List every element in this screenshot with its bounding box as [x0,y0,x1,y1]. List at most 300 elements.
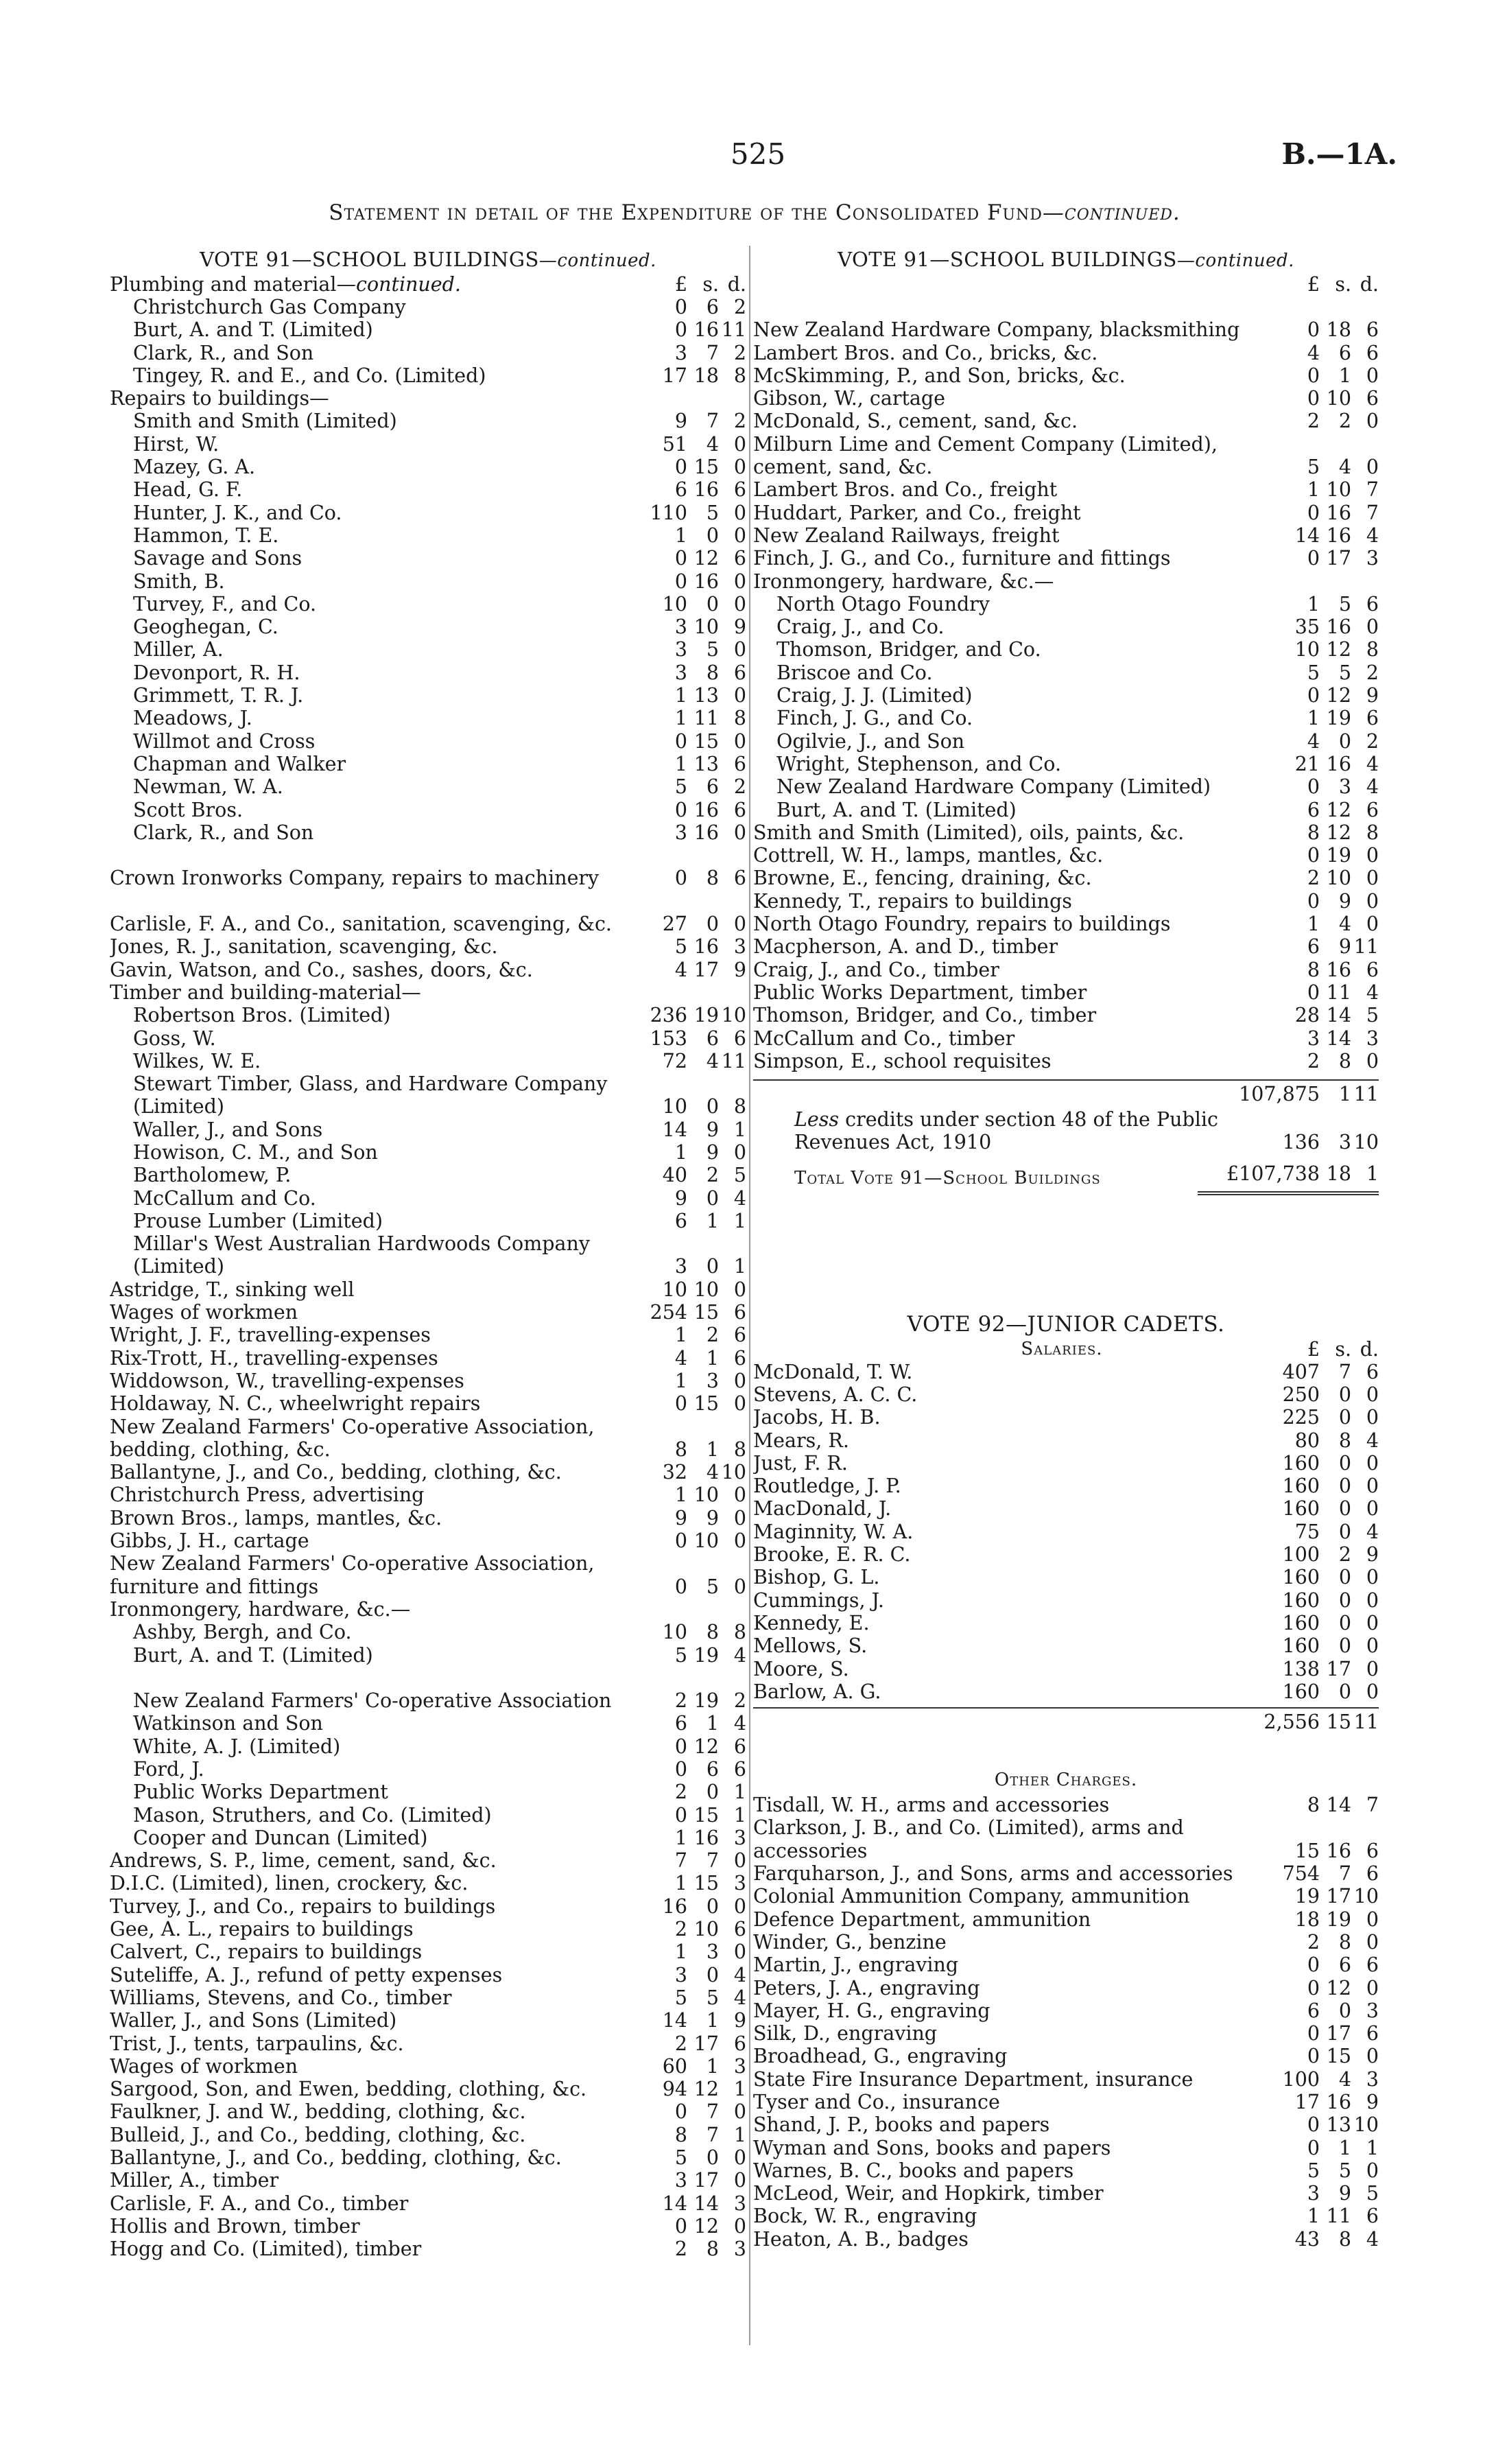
entry-amount [628,1895,746,1918]
entry-name: Ironmongery, hardware, &c.— [110,1597,411,1621]
entry-amount [1261,707,1379,729]
pounds-value: 1 [674,1324,687,1347]
table-row [110,890,746,936]
shillings-value: 16 [1326,615,1351,639]
table-row [753,684,1379,707]
entry-amount [628,1141,746,1164]
pence-value: 8 [733,707,746,730]
pence-value: 1 [733,1209,746,1232]
pence-value: 6 [1366,1862,1379,1886]
entry-amount [1261,1521,1379,1543]
table-row [110,593,746,615]
total-pence: 1 [1366,1162,1379,1185]
right-head-spacer [753,273,1261,296]
table-row [110,2078,746,2100]
pounds-value: 160 [1282,1680,1320,1703]
entry-name: New Zealand Farmers' Co-operative Association, bedding, clothing, &c. [110,1415,595,1461]
entry-name: McCallum and Co., timber [753,1026,1015,1050]
entry-name: Mears, R. [753,1429,849,1452]
pence-value: 10 [1353,1885,1379,1908]
entry-amount [1261,2159,1379,2182]
table-row [110,1232,746,1278]
pence-value: 0 [733,1369,746,1392]
entry-name: Cottrell, W. H., lamps, mantles, &c. [753,844,1104,867]
pence-value: 6 [733,752,746,775]
shillings-value: 0 [706,1255,719,1278]
entry-amount [628,2146,746,2169]
entry-name: Tyser and Co., insurance [753,2091,1000,2113]
pounds-value: 14 [662,2192,687,2215]
pounds-value: 0 [674,1803,687,1827]
pounds-value: 14 [1294,524,1320,547]
shillings-value: 9 [706,1506,719,1529]
less-credits-row [753,1108,1379,1154]
entry-name: Heaton, A. B., badges [753,2227,969,2251]
pence-value: 4 [733,1643,746,1667]
entry-name: Millar's West Australian Hardwoods Company (Limited) [133,1232,590,1278]
table-row [753,661,1379,684]
table-row [753,1908,1379,1931]
entry-amount [1261,638,1379,661]
pence-value: 0 [733,1529,746,1553]
pence-value: 0 [1366,2159,1379,2182]
table-row [110,1781,746,1803]
table-row [753,1953,1379,1976]
table-row [110,1552,746,1598]
shillings-value: 19 [693,1643,719,1667]
entry-name: Finch, J. G., and Co. [776,707,973,730]
subtotal-amount [1198,1081,1379,1108]
pence-value: 0 [733,1483,746,1507]
table-row [110,1735,746,1758]
pence-value: 4 [733,1712,746,1735]
pence-value: 6 [1366,341,1379,364]
pence-value: 9 [733,2009,746,2032]
pence-value: 4 [1366,981,1379,1004]
shillings-value: 19 [693,1689,719,1713]
pence-value: 3 [733,2054,746,2078]
pounds-value: 35 [1294,615,1320,639]
table-row [110,844,746,890]
pence-value: 6 [1366,2205,1379,2228]
shillings-value: 0 [706,1781,719,1804]
entry-name: Winder, G., benzine [753,1930,947,1953]
pence-value: 11 [721,1049,746,1072]
table-row [110,1210,746,1232]
pounds-value: 0 [1307,1976,1320,1999]
entry-name: Defence Department, ammunition [753,1908,1091,1931]
pence-value: 6 [1366,318,1379,342]
pounds-value: 0 [674,1529,687,1553]
pounds-value: 1 [674,707,687,730]
table-row [110,318,746,341]
shillings-value: 9 [1338,935,1351,959]
pence-value: 0 [1366,1611,1379,1634]
pence-value: 1 [733,1255,746,1278]
shillings-value: 12 [1326,684,1351,707]
left-head-label [110,273,628,296]
entry-amount [628,1210,746,1232]
shillings-value: 7 [706,2123,719,2146]
entry-amount [628,730,746,753]
entry-name: Wilkes, W. E. [133,1049,261,1072]
shillings-value: 0 [706,1186,719,1210]
vote91-total-amount [1198,1157,1379,1195]
pounds-value: 6 [674,1712,687,1735]
head-continued: —continued. [336,273,461,296]
shillings-value: 0 [1338,1634,1351,1658]
entry-name: Just, F. R. [753,1451,848,1475]
entry-name: Craig, J., and Co. [776,615,945,639]
table-row [110,1804,746,1827]
pounds-value: 1 [1307,707,1320,730]
table-row [110,981,746,1004]
pounds-value: 160 [1282,1475,1320,1498]
pounds-value: 0 [1307,501,1320,524]
shillings-value: 16 [693,821,719,844]
pence-value: 2 [1366,661,1379,684]
entry-name: Public Works Department, timber [753,981,1087,1004]
entry-amount [628,1095,746,1118]
pounds-value: 1 [1307,913,1320,936]
pounds-value: 5 [674,775,687,799]
entry-amount [628,410,746,432]
entry-name: Burt, A. and T. (Limited) [133,318,373,342]
shillings-value: 7 [706,341,719,364]
shillings-value: 16 [1326,2091,1351,2113]
pence-value: 1 [733,1118,746,1141]
entry-amount [1261,2228,1379,2251]
shillings-value: 18 [1326,318,1351,342]
table-row [110,2169,746,2192]
pounds-value: 0 [674,1392,687,1416]
entry-name: Wright, Stephenson, and Co. [776,752,1062,775]
table-row [110,1461,746,1483]
shillings-value: 14 [1326,1794,1351,1817]
entry-amount [1261,981,1379,1004]
vote91-total-row [753,1161,1379,1195]
entry-name: Browne, E., fencing, draining, &c. [753,867,1092,890]
shillings-value: 6 [706,1026,719,1050]
pence-value: 0 [733,2169,746,2192]
pounds-value: 0 [1307,981,1320,1004]
entry-name: McSkimming, P., and Son, bricks, &c. [753,364,1126,387]
pounds-value: 153 [650,1026,687,1050]
pounds-value: 3 [674,1255,687,1278]
entry-name: Craig, J., and Co., timber [753,958,999,981]
entry-amount [628,2100,746,2123]
table-row [110,1849,746,1872]
pence-value: 0 [733,2146,746,2170]
table-row [110,1027,746,1050]
entry-name: Carlisle, F. A., and Co., sanitation, scavenging, &c. [110,913,612,936]
shillings-value: 19 [693,1004,719,1027]
shillings-value: 0 [706,1894,719,1918]
entry-amount [1261,959,1379,981]
pounds-value: 10 [1294,638,1320,661]
entry-amount [1261,387,1379,410]
pence-value: 0 [1366,1680,1379,1703]
entry-amount [1261,1383,1379,1406]
table-row [753,570,1379,593]
table-row [753,707,1379,729]
shillings-value: 10 [693,615,719,639]
pence-value: 6 [1366,958,1379,981]
table-row [110,1483,746,1506]
entry-name: Crown Ironworks Company, repairs to machinery [110,867,600,890]
pence-value: 6 [733,867,746,890]
entry-amount [1261,1862,1379,1885]
entry-name: Huddart, Parker, and Co., freight [753,501,1081,524]
entry-name: Burt, A. and T. (Limited) [133,1643,373,1667]
entry-name: D.I.C. (Limited), linen, crockery, &c. [110,1872,468,1895]
pence-value: 6 [1366,798,1379,821]
entry-name: Wyman and Sons, books and papers [753,2136,1111,2159]
pence-value: 0 [1366,1634,1379,1658]
entry-name: New Zealand Railways, freight [753,524,1060,547]
left-vote-title: VOTE 91—SCHOOL BUILDINGS [200,248,539,271]
table-row [110,1667,746,1713]
entry-name: Bishop, G. L. [753,1566,880,1589]
salaries-total-pence: 11 [1353,1711,1379,1734]
table-row [753,2068,1379,2091]
pence-value: 0 [1366,1451,1379,1475]
table-row [753,775,1379,798]
table-row [110,2009,746,2032]
pounds-value: 100 [1282,1543,1320,1567]
pence-value: 6 [1366,592,1379,615]
left-head-units [628,273,746,296]
pounds-value: 0 [1307,2022,1320,2045]
pence-value: 3 [733,935,746,959]
salaries-total-amount [1198,1709,1379,1736]
pounds-value: 0 [674,1758,687,1781]
table-row [110,1347,746,1370]
table-row [110,615,746,638]
pounds-value: 1 [674,1940,687,1964]
pence-value: 6 [733,1758,746,1781]
entry-name: Bock, W. R., engraving [753,2205,977,2228]
shillings-value: 12 [693,547,719,570]
shillings-value: 6 [706,775,719,799]
entry-amount [628,1118,746,1141]
table-row [110,364,746,387]
shillings-value: 0 [706,1963,719,1986]
entry-amount [628,318,746,341]
entry-name: Chapman and Walker [133,752,346,775]
pounds-value: 6 [1307,1999,1320,2022]
entry-amount [1261,410,1379,432]
pence-value: 1 [733,2123,746,2146]
shillings-value: 12 [693,1735,719,1758]
pence-value: 0 [733,684,746,707]
entry-amount [1261,547,1379,570]
entry-name: North Otago Foundry, repairs to buildings [753,913,1171,936]
table-row [110,1370,746,1392]
shillings-value: 8 [706,661,719,684]
entry-name: Bulleid, J., and Co., bedding, clothing, &c. [110,2123,526,2146]
entry-name: Clark, R., and Son [133,821,314,844]
pounds-value: 1 [674,1483,687,1507]
pounds-value: 17 [1294,2091,1320,2113]
pounds-value: 8 [1307,1794,1320,1817]
entry-amount [1261,1840,1379,1862]
entry-amount [1261,342,1379,364]
less-italic: Less [794,1108,840,1131]
entry-name: Mellows, S. [753,1634,868,1658]
shillings-value: 15 [693,1301,719,1324]
pence-value: 9 [1366,2091,1379,2113]
shillings-value: 17 [1326,1885,1351,1908]
pounds-value: 7 [674,1849,687,1873]
entry-name: Tisdall, W. H., arms and accessories [753,1794,1110,1817]
table-row [753,1816,1379,1862]
shillings-value: 5 [706,1986,719,2009]
entry-amount [628,433,746,456]
pounds-value: 1 [1307,592,1320,615]
pence-value: 0 [733,1506,746,1529]
shillings-value: 1 [706,1438,719,1461]
table-row [753,2205,1379,2227]
table-row [110,2124,746,2146]
pounds-value: 138 [1282,1657,1320,1680]
entry-amount [628,1575,746,1598]
entry-amount [1261,890,1379,913]
pence-value: 6 [733,1346,746,1370]
entry-name: Stewart Timber, Glass, and Hardware Company (Limited) [133,1072,608,1118]
pounds-value: 0 [674,1575,687,1598]
shillings-value: 10 [693,1483,719,1507]
pounds-value: 0 [1307,318,1320,342]
table-row [753,593,1379,615]
less-pounds: 136 [1282,1131,1320,1154]
shillings-value: 0 [1338,1566,1351,1589]
table-row [753,296,1379,342]
pounds-value: 51 [662,432,687,456]
entry-name: Savage and Sons [133,547,302,570]
pounds-value: 1 [674,752,687,775]
entry-amount [1261,1589,1379,1612]
pence-value: 1 [733,2078,746,2101]
entry-name: Colonial Ammunition Company, ammunition [753,1885,1190,1908]
less-pence: 10 [1353,1131,1379,1154]
pence-value: 3 [733,1872,746,1895]
entry-name: Martin, J., engraving [753,1953,959,1977]
table-row [753,364,1379,387]
entry-amount [1261,1885,1379,1908]
entry-amount [628,1324,746,1346]
table-row [753,2091,1379,2113]
pounds-value: 1 [674,1826,687,1849]
entry-name: Brooke, E. R. C. [753,1543,911,1567]
salaries-list [753,1361,1379,1703]
pounds-value: 43 [1294,2227,1320,2251]
pence-value: 4 [1366,2227,1379,2251]
table-row [753,478,1379,501]
table-row [753,1566,1379,1588]
entry-amount [628,959,746,981]
shillings-value: 8 [706,2238,719,2261]
entry-amount [1261,593,1379,615]
entry-amount [1261,456,1379,478]
shillings-value: 15 [693,1872,719,1895]
pence-value: 10 [721,1461,746,1484]
pence-value: 0 [733,501,746,524]
pounds-value: 2 [1307,1049,1320,1072]
table-row [110,342,746,364]
table-row [753,502,1379,524]
pence-value: 6 [733,478,746,502]
table-row [753,1027,1379,1050]
pence-value: 6 [1366,2022,1379,2045]
entry-name: Miller, A. [133,638,224,661]
pence-value: 0 [1366,1566,1379,1589]
entry-amount [1261,1634,1379,1657]
entry-amount [628,1278,746,1301]
entry-name: Routledge, J. P. [753,1475,901,1498]
entry-amount [628,1940,746,1963]
shillings-value: 10 [693,1529,719,1553]
pounds-value: 1 [674,524,687,547]
entry-amount [628,753,746,775]
entry-amount [628,1804,746,1827]
pounds-value: 10 [662,1278,687,1301]
entry-name: Thomson, Bridger, and Co., timber [753,1004,1097,1027]
entry-amount [1261,2182,1379,2205]
pence-value: 7 [1366,501,1379,524]
entry-amount [1261,478,1379,501]
shillings-value: 0 [1338,1406,1351,1429]
entry-amount [628,775,746,798]
pounds-value: 3 [674,2169,687,2192]
table-row [753,1475,1379,1497]
entry-name: Farquharson, J., and Sons, arms and accessories [753,1862,1233,1886]
pence-value: 4 [1366,1520,1379,1543]
shillings-value: 1 [706,2054,719,2078]
table-row [110,1392,746,1415]
table-row [110,2238,746,2260]
pence-value: 0 [733,2214,746,2238]
table-row [110,821,746,844]
entry-amount [1261,821,1379,844]
entry-name: Suteliffe, A. J., refund of petty expenses [110,1963,503,1986]
pounds-value: 6 [1307,935,1320,959]
entry-name: Christchurch Gas Company [133,296,406,318]
entry-name: Public Works Department [133,1781,388,1804]
table-row [753,433,1379,479]
pence-value: 6 [733,798,746,821]
pence-value: 5 [1366,2182,1379,2205]
pence-value: 4 [733,1986,746,2009]
table-row [753,844,1379,867]
shillings-value: 10 [1326,387,1351,410]
table-row [753,913,1379,935]
table-row [753,1977,1379,1999]
shillings-value: 1 [1338,2136,1351,2159]
vote92-heading: VOTE 92—JUNIOR CADETS. [907,1311,1225,1337]
shillings-value: 0 [1338,1497,1351,1521]
table-row [753,1680,1379,1703]
pounds-value: 8 [1307,958,1320,981]
pounds-value: 0 [1307,889,1320,913]
pence-value: 0 [1366,364,1379,387]
pounds-value: 160 [1282,1588,1320,1612]
entry-amount [1261,661,1379,684]
table-row [110,1758,746,1781]
pence-value: 0 [1366,1976,1379,1999]
pence-value: 1 [733,1803,746,1827]
shillings-value: 5 [1338,2159,1351,2182]
